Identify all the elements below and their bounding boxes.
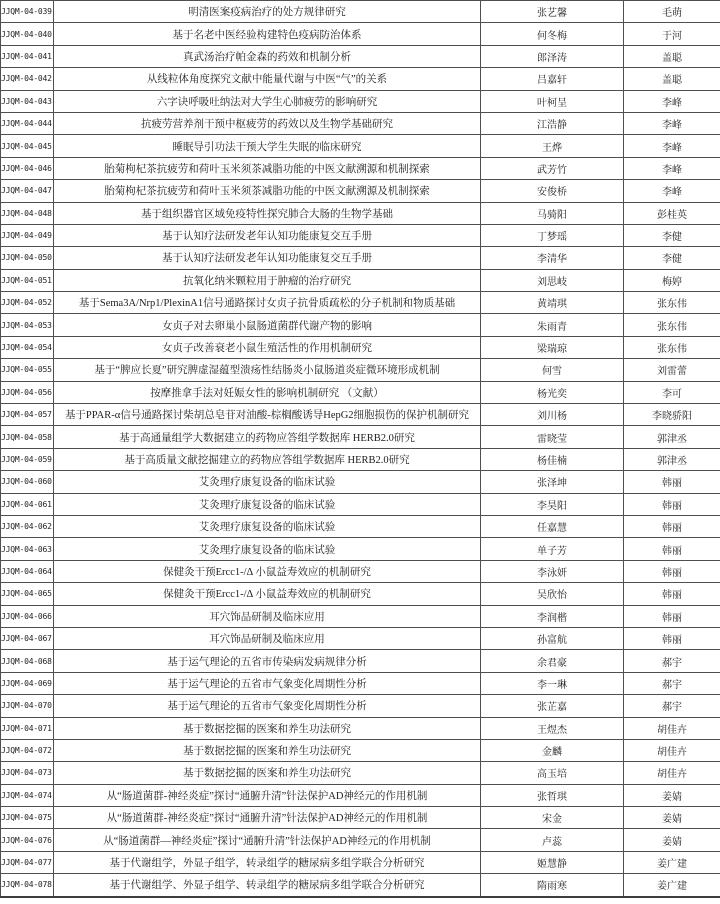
table-row [1,224,720,246]
project-title-cell: 保健灸干预Ercc1-/Δ 小鼠益寿效应的机制研究 [54,583,481,605]
table-row [1,851,720,873]
advisor-name-cell: 韩丽 [624,560,720,582]
project-id-cell: JJQM-04-068 [1,650,54,672]
table-row [1,157,720,179]
project-id-cell: JJQM-04-040 [1,23,54,45]
table-row [1,1,720,23]
student-name-cell: 江浩静 [481,112,624,134]
student-name-cell: 朱雨青 [481,314,624,336]
advisor-name-cell: 李峰 [624,135,720,157]
advisor-name-cell: 李峰 [624,112,720,134]
project-id-cell: JJQM-04-076 [1,829,54,851]
student-name-cell: 金麟 [481,739,624,761]
student-name-cell: 叶柯呈 [481,90,624,112]
student-name-cell: 李泳妍 [481,560,624,582]
project-id-cell: JJQM-04-048 [1,202,54,224]
table-row [1,874,720,897]
advisor-name-cell: 张东伟 [624,314,720,336]
project-title-cell: 按摩推拿手法对妊娠女性的影响机制研究 （文献） [54,381,481,403]
table-row [1,717,720,739]
table-row [1,605,720,627]
project-title-cell: 从“肠道菌群—神经炎症”探讨“通腑升清”针法保护AD神经元的作用机制 [54,829,481,851]
advisor-name-cell: 李健 [624,224,720,246]
project-id-cell: JJQM-04-078 [1,874,54,897]
project-title-cell: 女贞子对去卵巢小鼠肠道菌群代谢产物的影响 [54,314,481,336]
project-id-cell: JJQM-04-046 [1,157,54,179]
table-row [1,269,720,291]
student-name-cell: 单子芳 [481,538,624,560]
project-title-cell: 抗疲劳营养剂干预中枢疲劳的药效以及生物学基础研究 [54,112,481,134]
table-row [1,292,720,314]
advisor-name-cell: 韩丽 [624,515,720,537]
student-name-cell: 黄靖琪 [481,292,624,314]
advisor-name-cell: 胡佳卉 [624,739,720,761]
project-title-cell: 基于认知疗法研发老年认知功能康复交互手册 [54,224,481,246]
advisor-name-cell: 郭津丞 [624,426,720,448]
project-title-cell: 明清医案疫病治疗的处方规律研究 [54,1,481,23]
project-title-cell: 抗氧化纳米颗粒用于肿瘤的治疗研究 [54,269,481,291]
student-name-cell: 余君豪 [481,650,624,672]
project-title-cell: 基于认知疗法研发老年认知功能康复交互手册 [54,247,481,269]
project-id-cell: JJQM-04-070 [1,695,54,717]
project-id-cell: JJQM-04-051 [1,269,54,291]
project-id-cell: JJQM-04-044 [1,112,54,134]
student-name-cell: 杨佳楠 [481,448,624,470]
project-title-cell: 艾灸理疗康复设备的临床试验 [54,493,481,515]
project-id-cell: JJQM-04-060 [1,471,54,493]
student-name-cell: 李昊阳 [481,493,624,515]
project-id-cell: JJQM-04-047 [1,180,54,202]
advisor-name-cell: 胡佳卉 [624,717,720,739]
table-row [1,68,720,90]
advisor-name-cell: 韩丽 [624,493,720,515]
table-row [1,180,720,202]
advisor-name-cell: 李晓骄阳 [624,404,720,426]
project-title-cell: 真武汤治疗帕金森的药效和机制分析 [54,45,481,67]
table-row [1,404,720,426]
advisor-name-cell: 郝宇 [624,672,720,694]
student-name-cell: 梁瑞琼 [481,336,624,358]
project-id-cell: JJQM-04-075 [1,807,54,829]
table-row [1,381,720,403]
student-name-cell: 武芳竹 [481,157,624,179]
project-id-cell: JJQM-04-067 [1,627,54,649]
table-row [1,202,720,224]
project-id-cell: JJQM-04-041 [1,45,54,67]
project-title-cell: 胎菊枸杞茶抗疲劳和荷叶玉米须茶减脂功能的中医文献溯源及机制探索 [54,180,481,202]
project-id-cell: JJQM-04-063 [1,538,54,560]
student-name-cell: 刘川杨 [481,404,624,426]
student-name-cell: 李润楷 [481,605,624,627]
project-id-cell: JJQM-04-069 [1,672,54,694]
project-title-cell: 基于Sema3A/Nrp1/PlexinA1信号通路探讨女贞子抗骨质疏松的分子机制和物质基础 [54,292,481,314]
table-row [1,627,720,649]
project-id-cell: JJQM-04-072 [1,739,54,761]
project-title-cell: 从线粒体角度探究文献中能量代谢与中医“气”的关系 [54,68,481,90]
table-row [1,247,720,269]
table-row [1,515,720,537]
student-name-cell: 杨光奕 [481,381,624,403]
advisor-name-cell: 韩丽 [624,627,720,649]
project-id-cell: JJQM-04-052 [1,292,54,314]
project-title-cell: 艾灸理疗康复设备的临床试验 [54,515,481,537]
project-id-cell: JJQM-04-066 [1,605,54,627]
table-row [1,314,720,336]
table-row [1,135,720,157]
student-name-cell: 何雪 [481,359,624,381]
advisor-name-cell: 李健 [624,247,720,269]
project-title-cell: 基于PPAR-α信号通路探讨柴胡总皂苷对油酸-棕榈酸诱导HepG2细胞损伤的保护机制研究 [54,404,481,426]
project-id-cell: JJQM-04-059 [1,448,54,470]
project-title-cell: 基于组织器官区域免疫特性探究肺合大肠的生物学基础 [54,202,481,224]
advisor-name-cell: 胡佳卉 [624,762,720,784]
project-id-cell: JJQM-04-053 [1,314,54,336]
project-id-cell: JJQM-04-039 [1,1,54,23]
student-name-cell: 张哲琪 [481,784,624,806]
project-title-cell: 胎菊枸杞茶抗疲劳和荷叶玉米须茶减脂功能的中医文献溯源和机制探索 [54,157,481,179]
advisor-name-cell: 梅婷 [624,269,720,291]
project-title-cell: 保健灸干预Ercc1-/Δ 小鼠益寿效应的机制研究 [54,560,481,582]
project-title-cell: 睡眠导引功法干预大学生失眠的临床研究 [54,135,481,157]
project-title-cell: 艾灸理疗康复设备的临床试验 [54,538,481,560]
student-name-cell: 孙富航 [481,627,624,649]
table-row [1,45,720,67]
table-row [1,426,720,448]
table-row [1,448,720,470]
advisor-name-cell: 毛萌 [624,1,720,23]
student-name-cell: 何冬梅 [481,23,624,45]
table-row [1,112,720,134]
advisor-name-cell: 李峰 [624,90,720,112]
project-id-cell: JJQM-04-071 [1,717,54,739]
table-row [1,650,720,672]
table-row [1,493,720,515]
advisor-name-cell: 郝宇 [624,650,720,672]
project-id-cell: JJQM-04-043 [1,90,54,112]
student-name-cell: 雷晓莹 [481,426,624,448]
table-row [1,672,720,694]
student-name-cell: 张芷嘉 [481,695,624,717]
advisor-name-cell: 姜婧 [624,784,720,806]
student-name-cell: 吴欣怡 [481,583,624,605]
advisor-name-cell: 张东伟 [624,292,720,314]
project-title-cell: 基于代谢组学、外显子组学、转录组学的糖尿病多组学联合分析研究 [54,874,481,897]
table-row [1,560,720,582]
project-title-cell: 耳穴饰品研制及临床应用 [54,627,481,649]
table-row [1,90,720,112]
project-id-cell: JJQM-04-062 [1,515,54,537]
student-name-cell: 任嘉慧 [481,515,624,537]
student-name-cell: 丁梦瑶 [481,224,624,246]
student-name-cell: 吕嘉轩 [481,68,624,90]
project-title-cell: 基于高质量文献挖掘建立的药物应答组学数据库 HERB2.0研究 [54,448,481,470]
project-id-cell: JJQM-04-045 [1,135,54,157]
project-id-cell: JJQM-04-073 [1,762,54,784]
project-title-cell: 女贞子改善衰老小鼠生殖活性的作用机制研究 [54,336,481,358]
student-name-cell: 宋金 [481,807,624,829]
advisor-name-cell: 韩丽 [624,538,720,560]
advisor-name-cell: 盖聪 [624,45,720,67]
advisor-name-cell: 郭津丞 [624,448,720,470]
advisor-name-cell: 韩丽 [624,583,720,605]
project-title-cell: 基于数据挖掘的医案和养生功法研究 [54,739,481,761]
student-name-cell: 郎泽涛 [481,45,624,67]
advisor-name-cell: 姜婧 [624,807,720,829]
project-title-cell: 基于运气理论的五省市气象变化周期性分析 [54,695,481,717]
table-row [1,583,720,605]
advisor-name-cell: 彭桂英 [624,202,720,224]
student-name-cell: 王煜杰 [481,717,624,739]
project-title-cell: 基于代谢组学，外显子组学，转录组学的糖尿病多组学联合分析研究 [54,851,481,873]
project-id-cell: JJQM-04-050 [1,247,54,269]
project-id-cell: JJQM-04-064 [1,560,54,582]
student-name-cell: 张艺馨 [481,1,624,23]
student-name-cell: 张泽坤 [481,471,624,493]
advisor-name-cell: 盖聪 [624,68,720,90]
table-row [1,695,720,717]
table-row [1,807,720,829]
project-id-cell: JJQM-04-055 [1,359,54,381]
table-row [1,359,720,381]
advisor-name-cell: 于河 [624,23,720,45]
project-id-cell: JJQM-04-056 [1,381,54,403]
advisor-name-cell: 姜广建 [624,874,720,897]
advisor-name-cell: 韩丽 [624,471,720,493]
table-row [1,784,720,806]
table-row [1,762,720,784]
project-id-cell: JJQM-04-057 [1,404,54,426]
student-name-cell: 刘思岐 [481,269,624,291]
project-id-cell: JJQM-04-058 [1,426,54,448]
student-name-cell: 王烨 [481,135,624,157]
project-id-cell: JJQM-04-077 [1,851,54,873]
table-row [1,829,720,851]
project-id-cell: JJQM-04-061 [1,493,54,515]
table-row [1,471,720,493]
project-title-cell: 基于高通量组学大数据建立的药物应答组学数据库 HERB2.0研究 [54,426,481,448]
advisor-name-cell: 刘雷蕾 [624,359,720,381]
table-row [1,23,720,45]
project-title-cell: 从“肠道菌群-神经炎症”探讨“通腑升清”针法保护AD神经元的作用机制 [54,784,481,806]
table-row [1,538,720,560]
project-title-cell: 艾灸理疗康复设备的临床试验 [54,471,481,493]
project-title-cell: 从“肠道菌群-神经炎症”探讨“通腑升清”针法保护AD神经元的作用机制 [54,807,481,829]
project-title-cell: 基于名老中医经验构建特色疫病防治体系 [54,23,481,45]
student-name-cell: 李清华 [481,247,624,269]
student-name-cell: 姬慧静 [481,851,624,873]
projects-table-body [1,1,720,897]
project-title-cell: 基于“脾应长夏”研究脾虚湿蕴型溃疡性结肠炎小鼠肠道炎症微环境形成机制 [54,359,481,381]
student-name-cell: 安俊桥 [481,180,624,202]
project-title-cell: 基于数据挖掘的医案和养生功法研究 [54,762,481,784]
project-id-cell: JJQM-04-074 [1,784,54,806]
project-id-cell: JJQM-04-049 [1,224,54,246]
project-title-cell: 基于运气理论的五省市传染病发病规律分析 [54,650,481,672]
table-row [1,336,720,358]
advisor-name-cell: 李峰 [624,157,720,179]
project-title-cell: 基于数据挖掘的医案和养生功法研究 [54,717,481,739]
advisor-name-cell: 姜广建 [624,851,720,873]
student-name-cell: 卢蕊 [481,829,624,851]
advisor-name-cell: 李峰 [624,180,720,202]
advisor-name-cell: 李可 [624,381,720,403]
student-name-cell: 高玉培 [481,762,624,784]
advisor-name-cell: 张东伟 [624,336,720,358]
advisor-name-cell: 姜婧 [624,829,720,851]
advisor-name-cell: 韩丽 [624,605,720,627]
advisor-name-cell: 郝宇 [624,695,720,717]
project-title-cell: 六字诀呼吸吐纳法对大学生心肺疲劳的影响研究 [54,90,481,112]
student-name-cell: 李一琳 [481,672,624,694]
student-name-cell: 隋雨寒 [481,874,624,897]
project-title-cell: 基于运气理论的五省市气象变化周期性分析 [54,672,481,694]
table-row [1,739,720,761]
student-name-cell: 马骑阳 [481,202,624,224]
project-title-cell: 耳穴饰品研制及临床应用 [54,605,481,627]
project-id-cell: JJQM-04-042 [1,68,54,90]
project-id-cell: JJQM-04-054 [1,336,54,358]
project-id-cell: JJQM-04-065 [1,583,54,605]
